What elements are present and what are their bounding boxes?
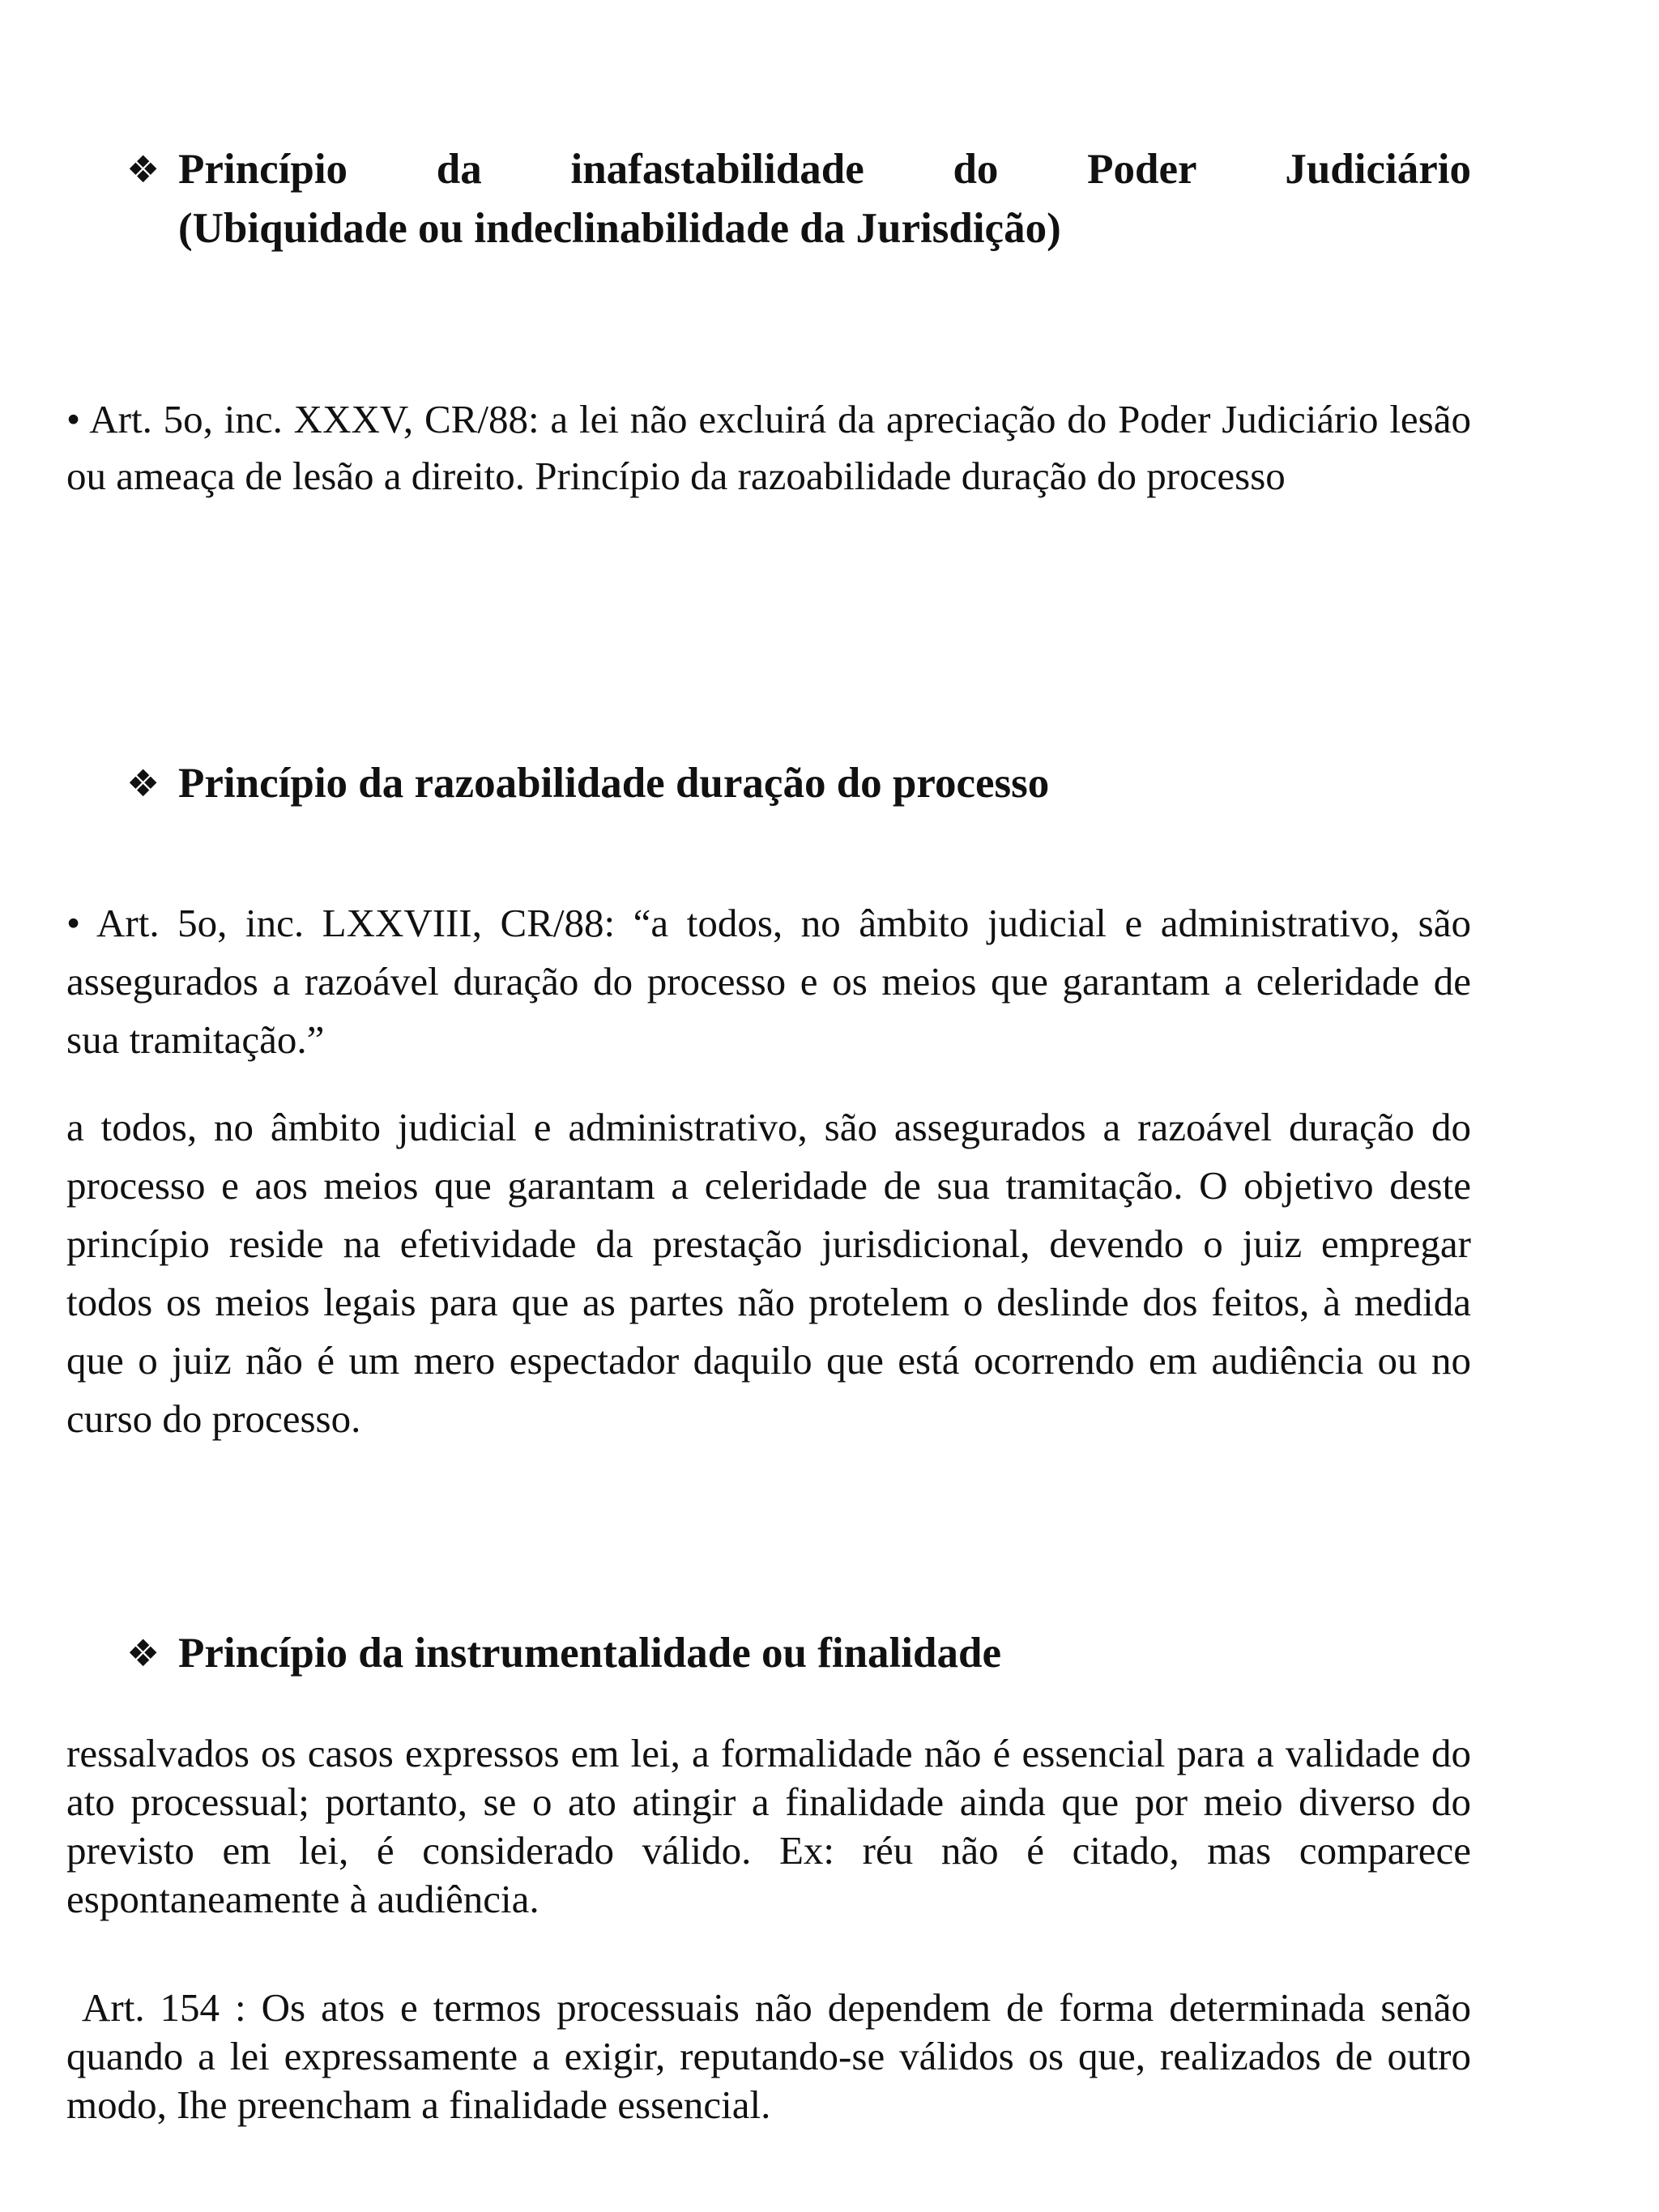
- diamond-bullet-icon: ❖: [126, 761, 160, 805]
- section-heading-razoabilidade: [126, 754, 1471, 813]
- diamond-bullet-icon: ❖: [126, 1631, 160, 1675]
- heading-line-1: Princípio da instrumentalidade ou finalidade: [178, 1630, 1001, 1677]
- section-heading-instrumentalidade: [126, 1624, 1471, 1683]
- heading-line-2: (Ubiquidade ou indeclinabilidade da Jurisdição): [178, 205, 1061, 252]
- heading-line-1: Princípio da razoabilidade duração do processo: [178, 760, 1050, 807]
- paragraph-art5-xxxv: • Art. 5o, inc. XXXV, CR/88: a lei não excluirá da apreciação do Poder Judiciário lesão ou ameaça de lesão a direito. Princípio da razoabilidade duração do processo: [66, 397, 1471, 498]
- heading-line-1: Princípio da inafastabilidade do Poder Judiciário: [178, 146, 1471, 193]
- paragraph-art5-lxxviii: • Art. 5o, inc. LXXVIII, CR/88: “a todos, no âmbito judicial e administrativo, são assegurados a razoável duração do processo e os meios que garantam a celeridade de sua tramitação.”: [66, 901, 1471, 1062]
- paragraph-razoabilidade-explicacao: a todos, no âmbito judicial e administrativo, são assegurados a razoável duração do processo e aos meios que garantam a celeridade de sua tramitação. O objetivo deste princípio reside na efetividade da prestação jurisdicional, devendo o juiz empregar todos os meios legais para que as partes não protelem o deslinde dos feitos, à medida que o juiz não é um mero espectador daquilo que está ocorrendo em audiência ou no curso do processo.: [66, 1105, 1471, 1441]
- paragraph-art154: Art. 154 : Os atos e termos processuais não dependem de forma determinada senão quando a lei expressamente a exigir, reputando-se válidos os que, realizados de outro modo, Ihe preencham a finalidade essencial.: [66, 1985, 1482, 2127]
- section-heading-inafastabilidade: [126, 140, 1471, 258]
- diamond-bullet-icon: ❖: [126, 147, 160, 191]
- paragraph-instrumentalidade: ressalvados os casos expressos em lei, a formalidade não é essencial para a validade do ato processual; portanto, se o ato atingir a finalidade ainda que por meio diverso do previsto em lei, é considerado válido. Ex: réu não é citado, mas comparece espontaneamente à audiência.: [66, 1731, 1471, 1921]
